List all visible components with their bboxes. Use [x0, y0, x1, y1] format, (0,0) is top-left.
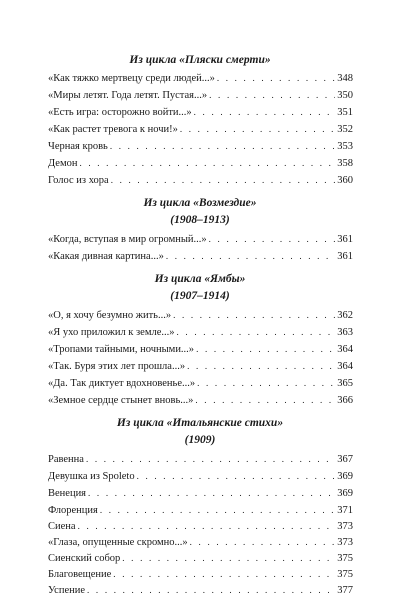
- toc-entry: [48, 173, 353, 187]
- toc-entry: [48, 325, 353, 339]
- leader-dots: [166, 249, 335, 263]
- entry-page: 371: [337, 505, 353, 516]
- entry-title: Успение: [48, 585, 86, 596]
- entry-title: «Как растет тревога к ночи!»: [48, 124, 178, 135]
- toc-entry: [48, 551, 353, 565]
- entry-title: «Глаза, опущенные скромно...»: [48, 537, 188, 548]
- toc-entry: [48, 503, 353, 517]
- toc-entry: [48, 486, 353, 500]
- leader-dots: [78, 519, 336, 533]
- leader-dots: [87, 583, 335, 597]
- toc-entry: [48, 249, 353, 263]
- toc-entry: [48, 469, 353, 483]
- toc-entry: [48, 359, 353, 373]
- entry-title: Черная кровь: [48, 141, 108, 152]
- leader-dots: [88, 486, 335, 500]
- entry-title: Сиена: [48, 521, 76, 532]
- entry-title: «Миры летят. Года летят. Пустая...»: [48, 90, 208, 101]
- entry-page: 350: [337, 90, 353, 101]
- entry-title: Голос из хора: [48, 175, 109, 186]
- leader-dots: [180, 122, 335, 136]
- toc-entry: [48, 88, 353, 102]
- leader-dots: [187, 359, 335, 373]
- entry-page: 363: [337, 327, 353, 338]
- entry-page: 361: [337, 234, 353, 245]
- leader-dots: [122, 551, 335, 565]
- section-heading: Из цикла «Итальянские стихи»: [116, 417, 284, 429]
- entry-title: «Тропами тайными, ночными...»: [48, 344, 195, 355]
- entry-title: «Так. Буря этих лет прошла...»: [48, 361, 186, 372]
- entry-title: Равенна: [48, 454, 84, 465]
- entry-title: «Как тяжко мертвецу среди людей...»: [48, 73, 215, 84]
- entry-page: 364: [337, 344, 353, 355]
- entry-page: 373: [337, 521, 353, 532]
- entry-page: 373: [337, 537, 353, 548]
- leader-dots: [209, 232, 336, 246]
- entry-title: Девушка из Spoleto: [48, 471, 135, 482]
- toc-entry: [48, 232, 353, 246]
- entry-title: «Я ухо приложил к земле...»: [48, 327, 175, 338]
- entry-page: 375: [337, 569, 353, 580]
- entry-page: 377: [337, 585, 353, 596]
- toc-entry: [48, 342, 353, 356]
- entry-page: 348: [337, 73, 353, 84]
- entry-title: «Когда, вступая в мир огромный...»: [48, 234, 207, 245]
- toc-entry: [48, 139, 353, 153]
- toc-entry: [48, 583, 353, 597]
- entry-page: 360: [337, 175, 353, 186]
- entry-page: 358: [337, 158, 353, 169]
- toc-entry: [48, 376, 353, 390]
- toc-entry: [48, 122, 353, 136]
- entry-page: 353: [337, 141, 353, 152]
- toc-entry: [48, 156, 353, 170]
- entry-page: 365: [337, 378, 353, 389]
- entry-page: 375: [337, 553, 353, 564]
- entry-title: Флоренция: [48, 505, 98, 516]
- entry-page: 362: [337, 310, 353, 321]
- toc-entry: [48, 71, 353, 85]
- leader-dots: [194, 105, 336, 119]
- section-heading: Из цикла «Пляски смерти»: [129, 54, 271, 66]
- leader-dots: [111, 173, 336, 187]
- entry-title: Венеция: [48, 488, 87, 499]
- entry-title: «Какая дивная картина...»: [48, 251, 164, 262]
- entry-title: «Есть игра: осторожно войти...»: [48, 107, 192, 118]
- leader-dots: [197, 376, 335, 390]
- leader-dots: [217, 71, 335, 85]
- leader-dots: [177, 325, 336, 339]
- section-years: (1908–1913): [170, 214, 230, 226]
- entry-page: 361: [337, 251, 353, 262]
- toc-entry: [48, 519, 353, 533]
- entry-title: Демон: [48, 158, 78, 169]
- toc-entry: [48, 535, 353, 549]
- leader-dots: [100, 503, 335, 517]
- leader-dots: [113, 567, 335, 581]
- section-heading: Из цикла «Возмездие»: [143, 197, 257, 209]
- leader-dots: [79, 156, 335, 170]
- entry-title: Сиенский собор: [48, 553, 121, 564]
- leader-dots: [209, 88, 335, 102]
- entry-page: 351: [337, 107, 353, 118]
- toc-entry: [48, 308, 353, 322]
- entry-title: Благовещение: [48, 569, 112, 580]
- toc-entry: [48, 393, 353, 407]
- leader-dots: [137, 469, 336, 483]
- entry-page: 367: [337, 454, 353, 465]
- entry-title: «Да. Так диктует вдохновенье...»: [48, 378, 196, 389]
- entry-page: 369: [337, 471, 353, 482]
- entry-page: 369: [337, 488, 353, 499]
- section-years: (1907–1914): [170, 290, 230, 302]
- toc-entry: [48, 105, 353, 119]
- entry-page: 366: [337, 395, 353, 406]
- entry-page: 364: [337, 361, 353, 372]
- toc-entry: [48, 567, 353, 581]
- leader-dots: [110, 139, 335, 153]
- leader-dots: [190, 535, 336, 549]
- leader-dots: [86, 452, 335, 466]
- leader-dots: [173, 308, 335, 322]
- leader-dots: [196, 342, 335, 356]
- section-heading: Из цикла «Ямбы»: [154, 273, 246, 285]
- entry-page: 352: [337, 124, 353, 135]
- leader-dots: [195, 393, 335, 407]
- toc-entry: [48, 452, 353, 466]
- entry-title: «О, я хочу безумно жить...»: [48, 310, 172, 321]
- section-years: (1909): [184, 434, 216, 446]
- entry-title: «Земное сердце стынет вновь...»: [48, 395, 194, 406]
